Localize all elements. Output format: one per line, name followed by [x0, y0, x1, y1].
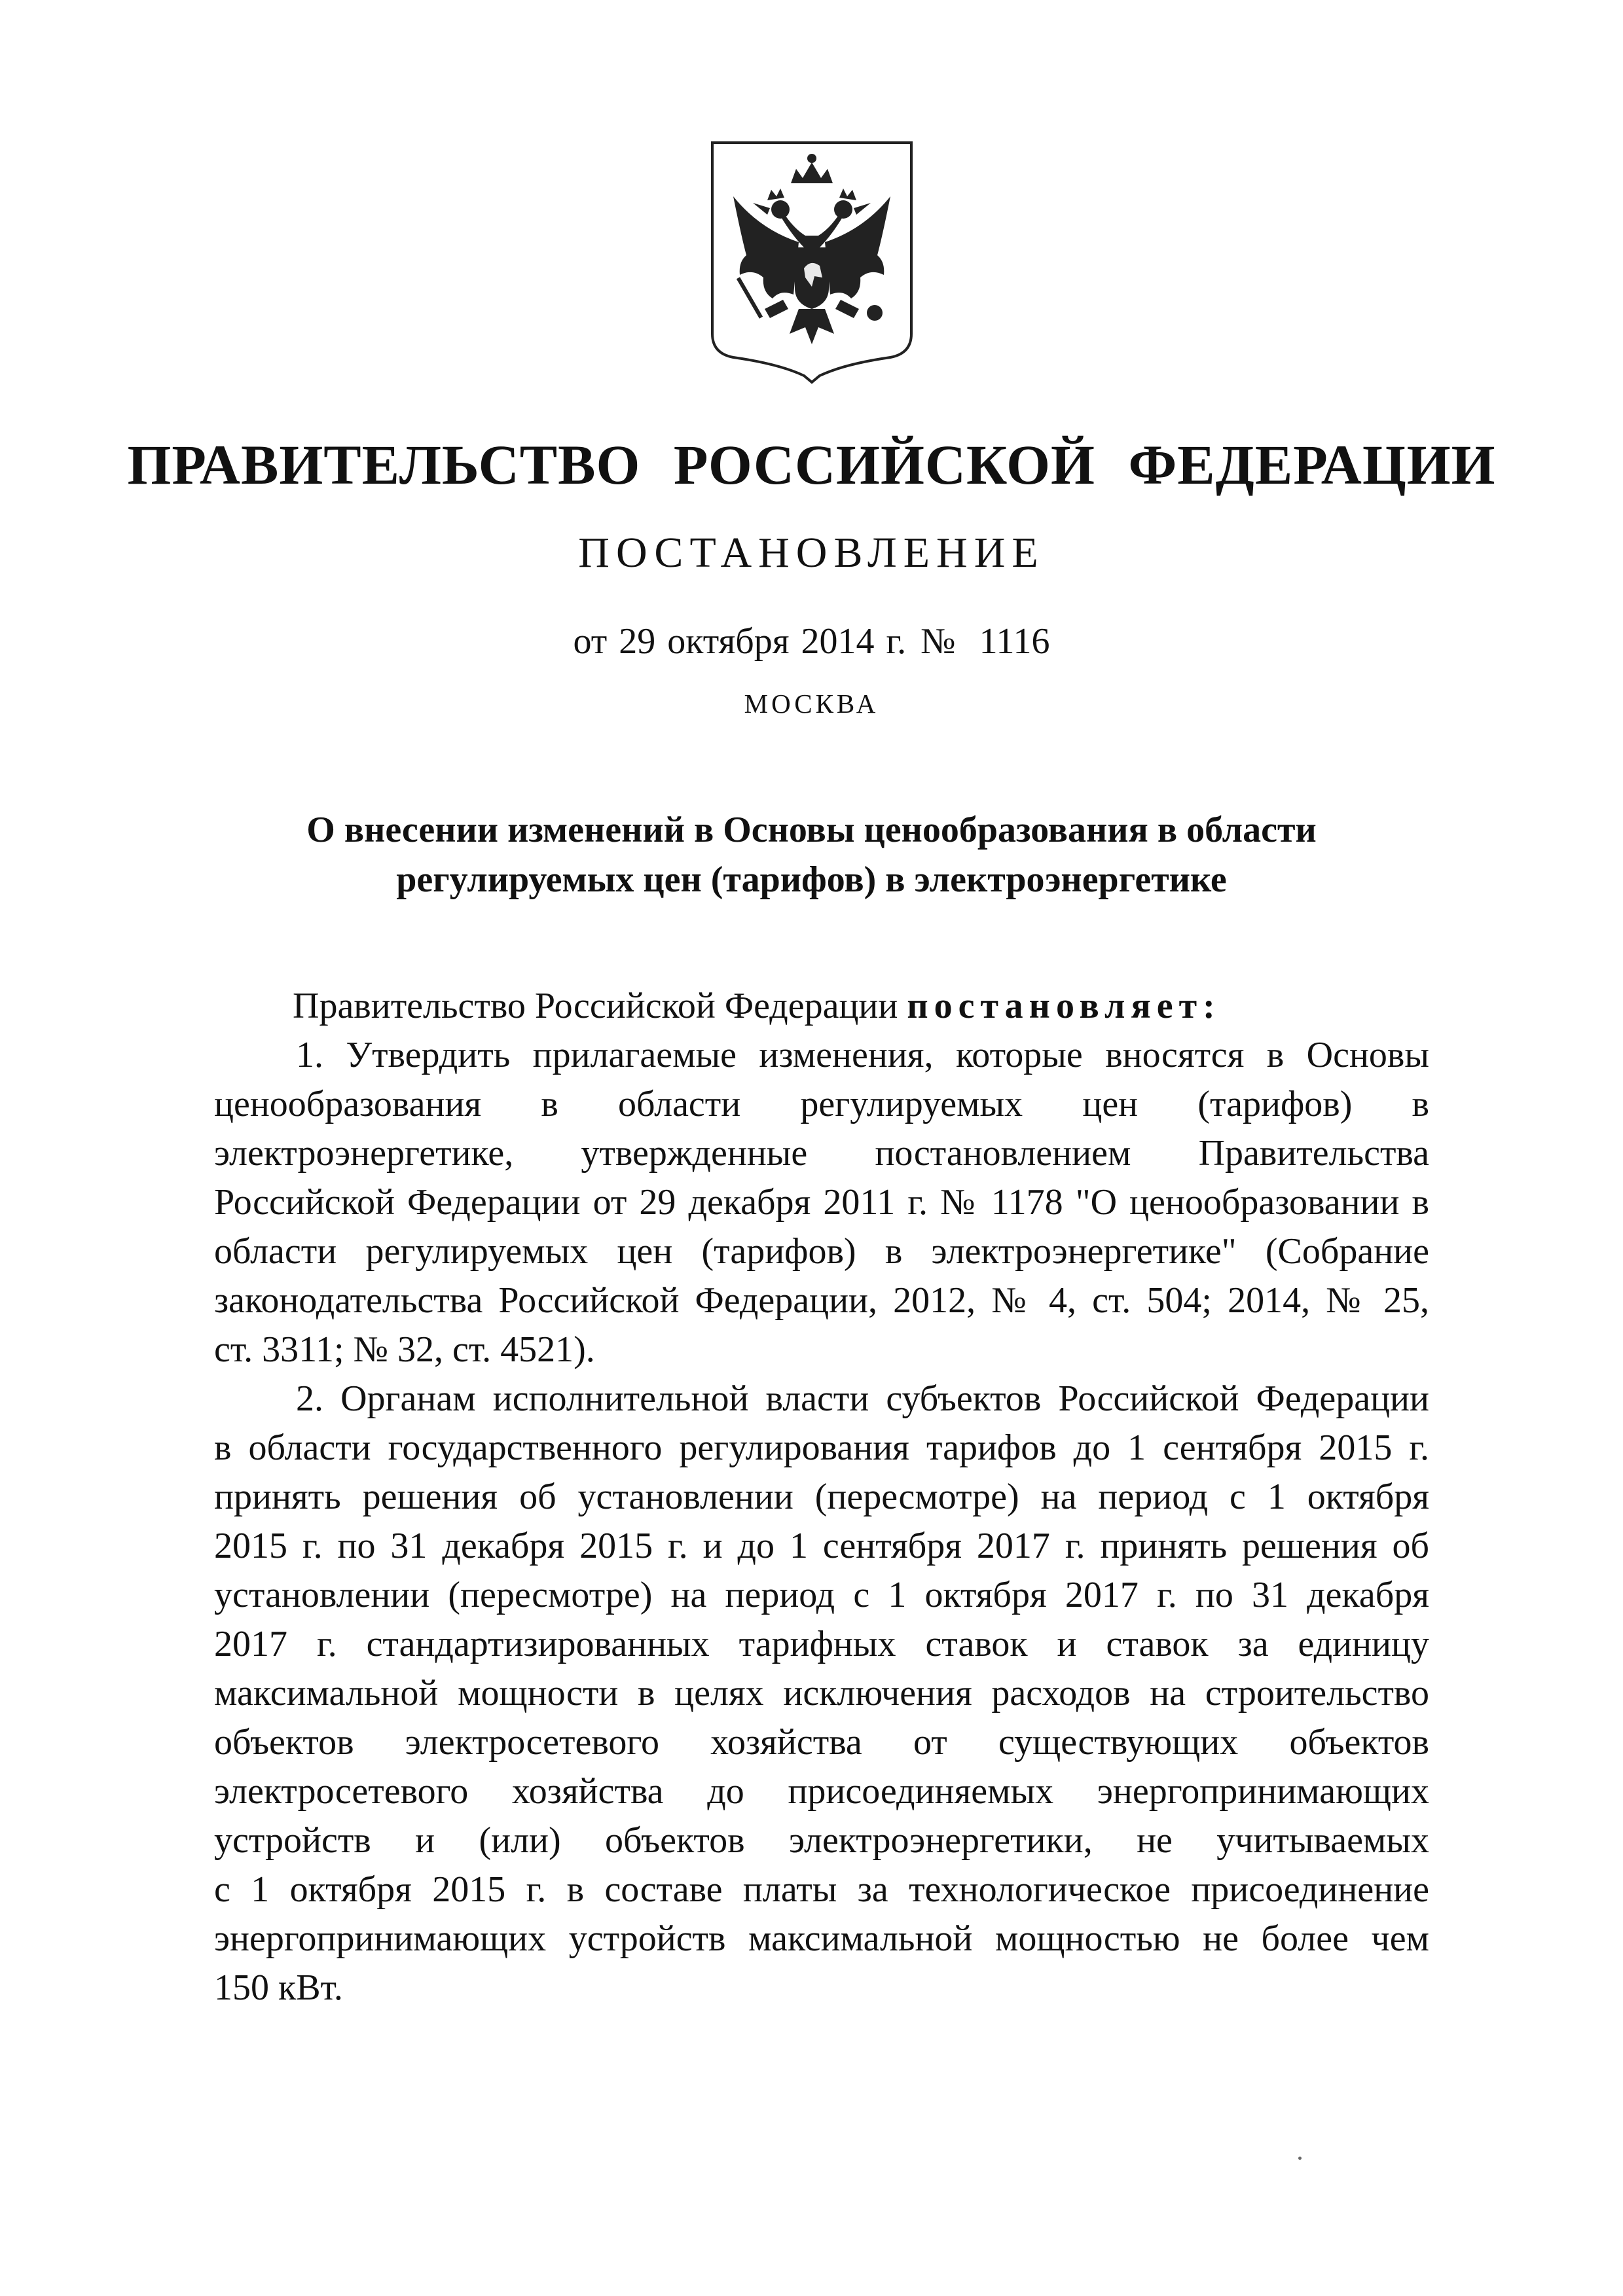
document-date-number: [0, 615, 1623, 668]
document-date: от 29 октября 2014 г.: [573, 621, 907, 662]
subject-line: регулируемых цен (тарифов) в электроэнергетике: [396, 859, 1227, 900]
paragraph-line: электросетевого хозяйства до присоединяемых энергопринимающих: [214, 1771, 1429, 1812]
paragraph-line: ценообразования в области регулируемых цен (тарифов) в: [214, 1084, 1429, 1124]
paragraph-line: в области государственного регулирования тарифов до 1 сентября 2015 г.: [214, 1427, 1429, 1468]
paragraph-line: 1. Утвердить прилагаемые изменения, которые вносятся в Основы: [296, 1035, 1429, 1075]
scan-speck: [1298, 2157, 1302, 2160]
preamble-text: Правительство Российской Федерации: [293, 986, 898, 1026]
paragraph-line: установлении (пересмотре) на период с 1 октября 2017 г. по 31 декабря: [214, 1575, 1429, 1615]
paragraph-line: объектов электросетевого хозяйства от существующих объектов: [214, 1722, 1429, 1763]
paragraph-line: 2017 г. стандартизированных тарифных ставок и ставок за единицу: [214, 1624, 1429, 1664]
paragraph-2: [214, 1374, 1429, 2013]
paragraph-line: области регулируемых цен (тарифов) в электроэнергетике" (Собрание: [214, 1231, 1429, 1272]
preamble-verb: постановляет:: [907, 986, 1221, 1026]
document-number: 1116: [979, 621, 1050, 662]
paragraph-line: ст. 3311; № 32, ст. 4521).: [214, 1329, 595, 1370]
paragraph-1: [214, 1031, 1429, 1374]
paragraph-line: 2. Органам исполнительной власти субъектов Российской Федерации: [296, 1378, 1429, 1419]
paragraph-line: энергопринимающих устройств максимальной мощностью не более чем: [214, 1918, 1429, 1959]
paragraph-line: 2015 г. по 31 декабря 2015 г. и до 1 сентября 2017 г. принять решения об: [214, 1526, 1429, 1566]
paragraph-line: устройств и (или) объектов электроэнергетики, не учитываемых: [214, 1820, 1429, 1861]
paragraph-line: максимальной мощности в целях исключения расходов на строительство: [214, 1673, 1429, 1713]
russian-coat-of-arms-icon: [707, 137, 917, 386]
paragraph-line: с 1 октября 2015 г. в составе платы за технологическое присоединение: [214, 1869, 1429, 1910]
document-body: [214, 982, 1429, 2013]
document-number-label: №: [921, 621, 956, 662]
preamble: [214, 982, 1429, 1031]
subject-line: О внесении изменений в Основы ценообразования в области: [306, 810, 1317, 850]
document-subject: [0, 805, 1623, 905]
document-city: МОСКВА: [744, 689, 879, 719]
paragraph-line: законодательства Российской Федерации, 2012, № 4, ст. 504; 2014, № 25,: [214, 1280, 1429, 1321]
government-title: ПРАВИТЕЛЬСТВО РОССИЙСКОЙ ФЕДЕРАЦИИ: [127, 433, 1496, 496]
paragraph-line: принять решения об установлении (пересмотре) на период с 1 октября: [214, 1477, 1429, 1517]
document-type: ПОСТАНОВЛЕНИЕ: [578, 529, 1045, 577]
paragraph-line: Российской Федерации от 29 декабря 2011 г. № 1178 "О ценообразовании в: [214, 1182, 1429, 1223]
paragraph-line: электроэнергетике, утвержденные постановлением Правительства: [214, 1133, 1429, 1174]
paragraph-line: 150 кВт.: [214, 1967, 343, 2008]
